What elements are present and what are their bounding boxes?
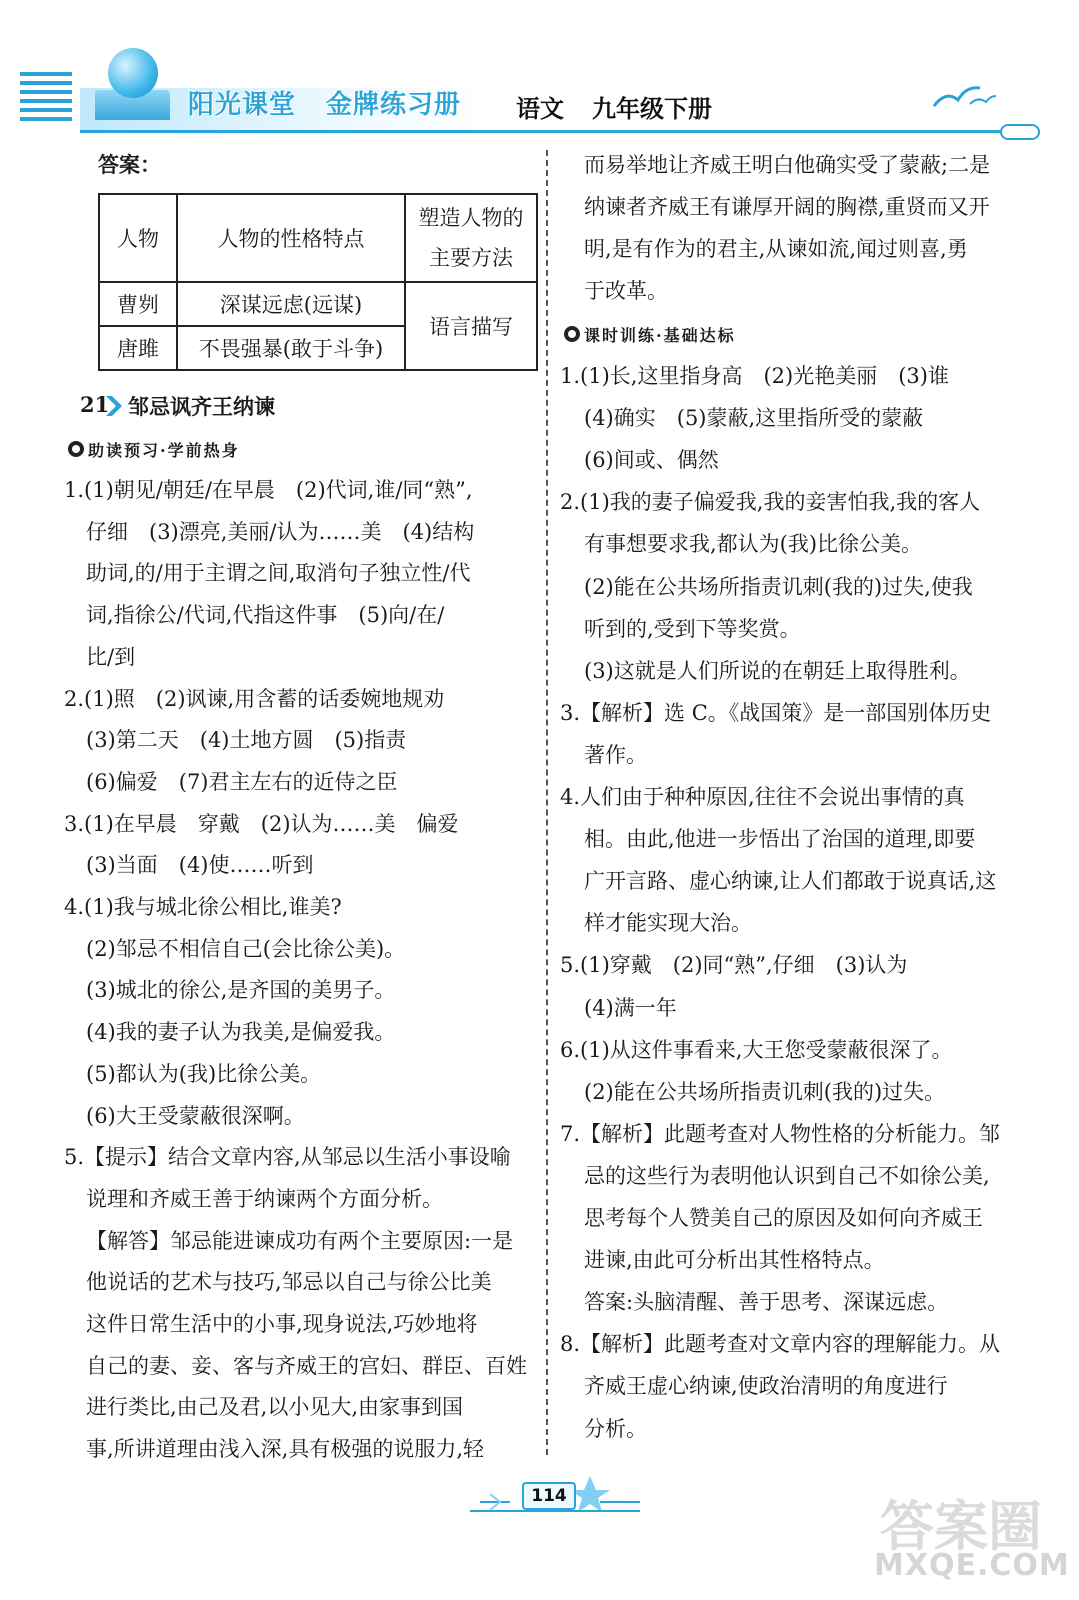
header-rule bbox=[80, 130, 1040, 133]
table-header-method-line2: 主要方法 bbox=[429, 246, 513, 270]
text-line: 广开言路、虚心纳谏,让人们都敢于说真话,这 bbox=[584, 869, 997, 894]
header-stripes bbox=[20, 72, 72, 130]
header-end-ornament bbox=[1000, 124, 1040, 140]
text-line: 事,所讲道理由浅入深,具有极强的说服力,轻 bbox=[86, 1437, 485, 1462]
text-line: 进谏,由此可分析出其性格特点。 bbox=[584, 1248, 885, 1273]
text-line: (2)邹忌不相信自己(会比徐公美)。 bbox=[86, 936, 406, 961]
brand-title-1: 阳光课堂 bbox=[188, 90, 297, 120]
text-line: 4.人们由于种种原因,往往不会说出事情的真 bbox=[560, 785, 965, 809]
text-line: 1.(1)朝见/朝廷/在早晨 (2)代词,谁/同“熟”, bbox=[64, 478, 473, 502]
text-line: (5)都认为(我)比徐公美。 bbox=[86, 1061, 322, 1086]
text-line: 而易举地让齐威王明白他确实受了蒙蔽;二是 bbox=[584, 153, 991, 177]
text-line: 助词,的/用于主谓之间,取消句子独立性/代 bbox=[86, 561, 471, 586]
section-title-preview: 助读预习·学前热身 bbox=[88, 441, 240, 460]
table-cell-person: 唐雎 bbox=[99, 326, 177, 370]
text-line: 这件日常生活中的小事,现身说法,巧妙地将 bbox=[86, 1312, 478, 1336]
answer-table bbox=[98, 193, 538, 371]
table-cell-trait: 不畏强暴(敢于斗争) bbox=[177, 326, 405, 370]
text-line: (4)满一年 bbox=[584, 995, 677, 1020]
text-line: (2)能在公共场所指责讥刺(我的)过失,使我 bbox=[584, 574, 973, 599]
text-line: 答案:头脑清醒、善于思考、深谋远虑。 bbox=[584, 1290, 949, 1315]
logo-globe-icon bbox=[108, 48, 158, 98]
birds-icon bbox=[930, 76, 1000, 116]
text-line: 他说话的艺术与技巧,邹忌以自己与徐公比美 bbox=[86, 1270, 492, 1295]
text-line: (3)第二天 (4)土地方圆 (5)指责 bbox=[86, 728, 407, 753]
table-header-trait: 人物的性格特点 bbox=[177, 194, 405, 282]
text-line: (6)间或、偶然 bbox=[584, 448, 719, 473]
table-header-method-line1: 塑造人物的 bbox=[418, 206, 524, 230]
text-line: 3.(1)在早晨 穿戴 (2)认为……美 偏爱 bbox=[64, 811, 459, 836]
table-cell-person: 曹刿 bbox=[99, 282, 177, 326]
text-line: 自己的妻、妾、客与齐威王的宫妇、群臣、百姓 bbox=[86, 1353, 527, 1378]
text-line: (4)我的妻子认为我美,是偏爱我。 bbox=[86, 1020, 396, 1045]
section-title-practice: 课时训练·基础达标 bbox=[584, 326, 736, 345]
watermark-url: MXQE.COM bbox=[874, 1548, 1070, 1583]
text-line: (3)城北的徐公,是齐国的美男子。 bbox=[86, 978, 396, 1003]
lesson-number: 21 bbox=[80, 392, 110, 417]
watermark-logo: 答案圈 bbox=[880, 1495, 1042, 1558]
text-line: 听到的,受到下等奖赏。 bbox=[584, 616, 801, 641]
text-line: 思考每个人赞美自己的原因及如何向齐威王 bbox=[584, 1206, 983, 1230]
text-line: 忌的这些行为表明他认识到自己不如徐公美, bbox=[584, 1163, 990, 1188]
text-line: (6)偏爱 (7)君主左右的近侍之臣 bbox=[86, 769, 398, 794]
lesson-title: 邹忌讽齐王纳谏 bbox=[128, 394, 275, 419]
section-bullet-icon bbox=[68, 441, 84, 457]
footer-rule bbox=[470, 1510, 640, 1512]
table-header-person: 人物 bbox=[99, 194, 177, 282]
text-line: 4.(1)我与城北徐公相比,谁美? bbox=[64, 895, 342, 919]
text-line: 纳谏者齐威王有谦厚开阔的胸襟,重贤而又开 bbox=[584, 195, 990, 219]
text-line: (6)大王受蒙蔽很深啊。 bbox=[86, 1103, 305, 1128]
text-line: 说理和齐威王善于纳谏两个方面分析。 bbox=[86, 1186, 443, 1211]
text-line: 明,是有作为的君主,从谏如流,闻过则喜,勇 bbox=[584, 237, 968, 261]
text-line: 词,指徐公/代词,代指这件事 (5)向/在/ bbox=[86, 603, 445, 628]
text-line: 有事想要求我,都认为(我)比徐公美。 bbox=[584, 532, 923, 557]
subject-label: 语文 bbox=[516, 95, 564, 123]
text-line: 3.【解析】选 C。《战国策》是一部国别体历史 bbox=[560, 700, 992, 725]
answer-label: 答案： bbox=[98, 152, 161, 177]
text-line: 于改革。 bbox=[584, 279, 668, 303]
text-line: 分析。 bbox=[584, 1416, 647, 1441]
watermark bbox=[868, 1480, 1068, 1590]
text-line: 1.(1)长,这里指身高 (2)光艳美丽 (3)谁 bbox=[560, 364, 949, 388]
text-line: 样才能实现大治。 bbox=[584, 911, 752, 936]
text-line: 5.【提示】结合文章内容,从邹忌以生活小事设喻 bbox=[64, 1145, 511, 1170]
text-line: (3)这就是人们所说的在朝廷上取得胜利。 bbox=[584, 658, 971, 683]
text-line: 6.(1)从这件事看来,大王您受蒙蔽很深了。 bbox=[560, 1037, 953, 1062]
column-divider bbox=[546, 150, 548, 1455]
page-header bbox=[0, 0, 1079, 140]
text-line: 5.(1)穿戴 (2)同“熟”,仔细 (3)认为 bbox=[560, 953, 908, 978]
table-header-method bbox=[405, 194, 537, 282]
text-line: 【解答】邹忌能进谏成功有两个主要原因:一是 bbox=[86, 1228, 514, 1253]
text-line: 2.(1)照 (2)讽谏,用含蓄的话委婉地规劝 bbox=[64, 686, 445, 711]
table-cell-method: 语言描写 bbox=[405, 282, 537, 370]
page-number: 114 bbox=[522, 1482, 576, 1510]
text-line: 2.(1)我的妻子偏爱我,我的妾害怕我,我的客人 bbox=[560, 490, 981, 515]
text-line: 进行类比,由己及君,以小见大,由家事到国 bbox=[86, 1395, 464, 1420]
text-line: (2)能在公共场所指责讥刺(我的)过失。 bbox=[584, 1079, 946, 1104]
chevron-right-icon bbox=[102, 394, 126, 418]
table-cell-trait: 深谋远虑(远谋) bbox=[177, 282, 405, 326]
text-line: 比/到 bbox=[86, 644, 136, 669]
text-line: (4)确实 (5)蒙蔽,这里指所受的蒙蔽 bbox=[584, 406, 924, 431]
brand-title-2: 金牌练习册 bbox=[326, 90, 462, 120]
text-line: 7.【解析】此题考查对人物性格的分析能力。邹 bbox=[560, 1121, 1001, 1146]
text-line: (3)当面 (4)使……听到 bbox=[86, 853, 314, 878]
text-line: 齐威王虚心纳谏,使政治清明的角度进行 bbox=[584, 1374, 948, 1399]
text-line: 8.【解析】此题考查对文章内容的理解能力。从 bbox=[560, 1332, 1001, 1357]
grade-label: 九年级下册 bbox=[592, 95, 712, 123]
text-line: 著作。 bbox=[584, 742, 647, 767]
section-bullet-icon bbox=[564, 326, 580, 342]
text-line: 相。由此,他进一步悟出了治国的道理,即要 bbox=[584, 827, 976, 852]
text-line: 仔细 (3)漂亮,美丽/认为……美 (4)结构 bbox=[86, 519, 475, 544]
